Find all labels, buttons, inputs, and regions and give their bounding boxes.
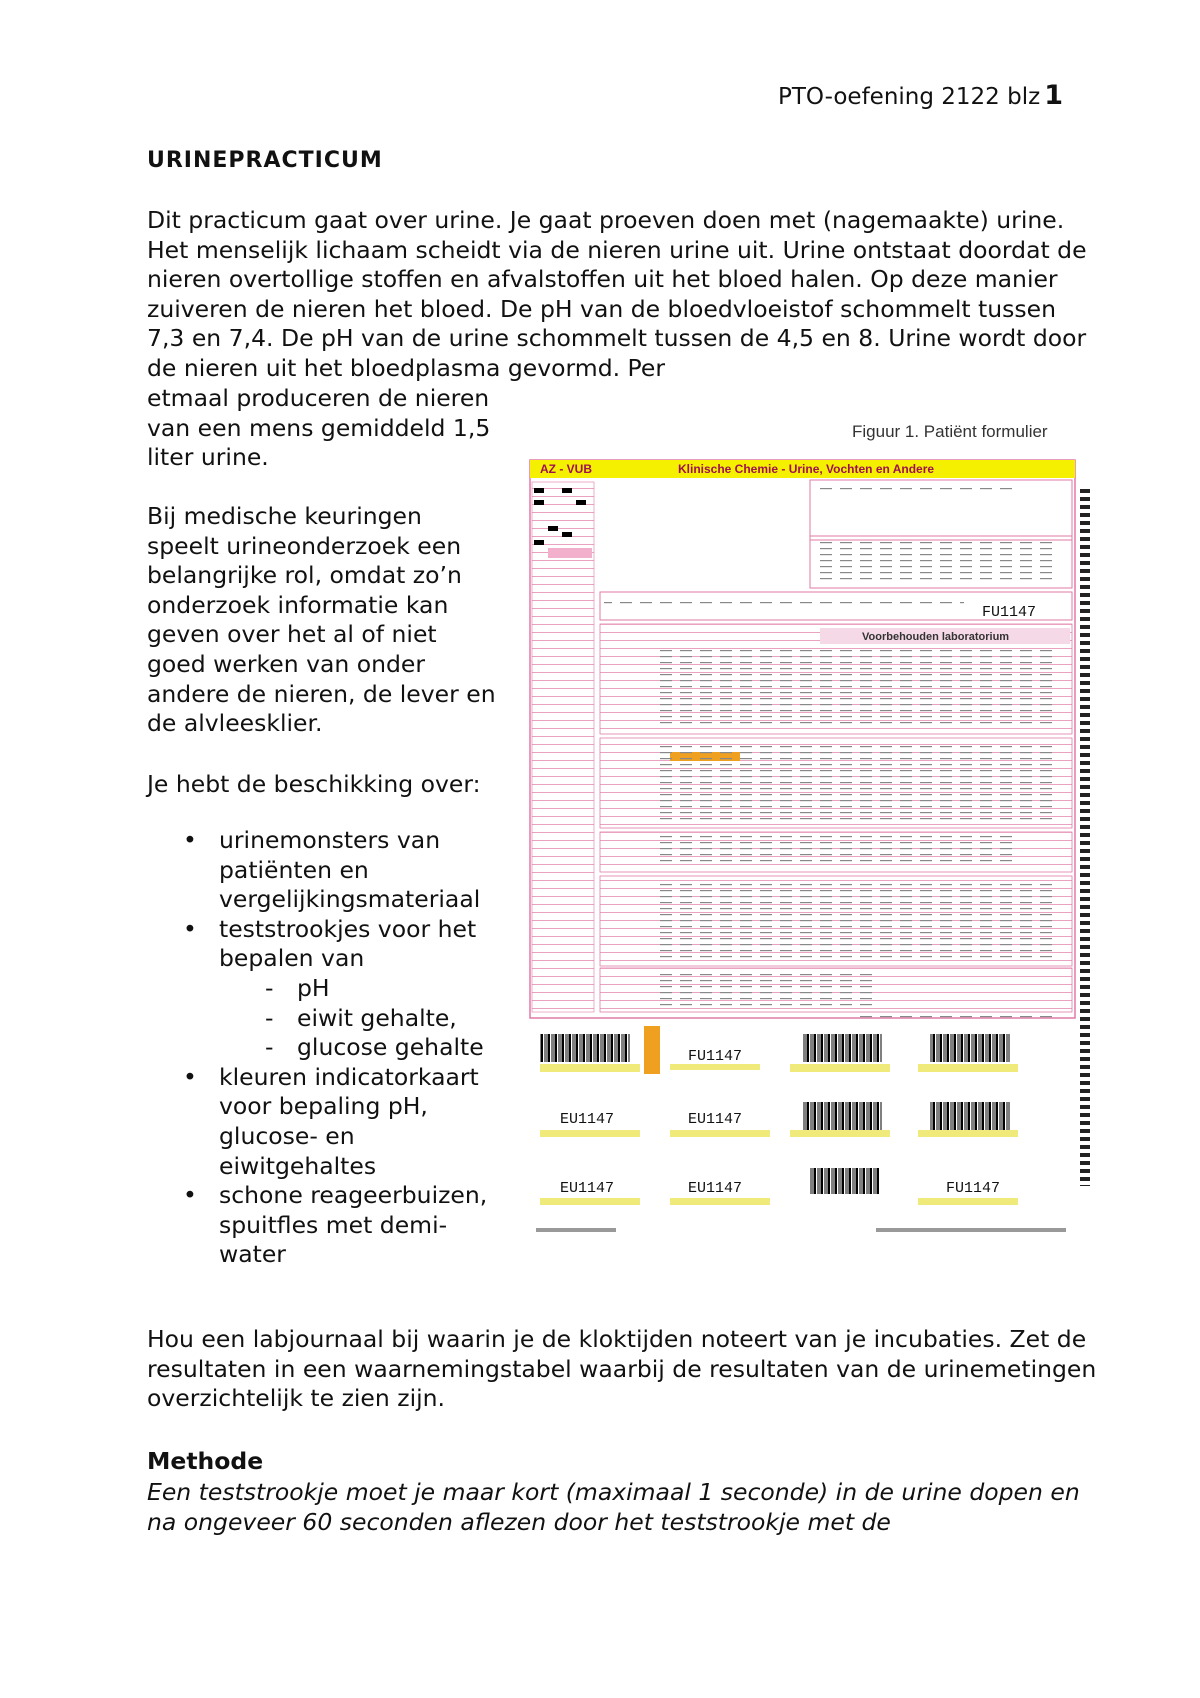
figure-caption: Figuur 1. Patiënt formulier	[852, 422, 1048, 441]
materials-intro: Je hebt de beschikking over:	[147, 770, 481, 798]
barcode-icon	[802, 1102, 882, 1130]
intro-paragraph: Dit practicum gaat over urine. Je gaat proeven doen met (nagemaakte) urine. Het menselijk lichaam scheidt via de nieren urine uit. Urine ontstaat doordat de nieren overtollige stoffen en afvalstoffen uit het bloed halen. Op deze manier zuiveren de nieren het bloed. De pH van de bloedvloeistof schommelt tussen 7,3 en 7,4. De pH van de urine schommelt tussen de 4,5 en 8. Urine wordt door de nieren uit het bloedplasma gevormd. Per	[147, 206, 1087, 382]
label-code: EU1147	[560, 1180, 615, 1197]
label-row-2	[540, 1102, 1018, 1137]
reserved-label: Voorbehouden laboratorium	[862, 631, 1010, 643]
list-item: • teststrookjes voor het bepalen van - pH - eiwit gehalte, - glucose gehalte	[147, 915, 507, 1063]
form-title: Klinische Chemie - Urine, Vochten en Andere	[678, 462, 935, 476]
document-title: URINEPRACTICUM	[147, 148, 383, 173]
form-left-column	[532, 482, 594, 1012]
barcode-icon	[810, 1168, 880, 1194]
list-item: • urinemonsters van patiënten en vergelijkingsmateriaal	[147, 826, 507, 915]
label-code: EU1147	[688, 1180, 743, 1197]
patient-form-figure	[520, 456, 1090, 1271]
label-code: EU1147	[688, 1111, 743, 1128]
method-heading: Methode	[147, 1447, 264, 1475]
page-header	[778, 80, 1063, 111]
intro-paragraph-continued: etmaal produceren de nieren van een mens gemiddeld 1,5 liter urine.	[147, 384, 491, 472]
keuringen-paragraph: Bij medische keuringen speelt urineonderzoek een belangrijke rol, omdat zo’n onderzoek informatie kan geven over het al of niet goed werken van onder andere de nieren, de lever en de alvleesklier.	[147, 502, 496, 738]
form-tick-marks	[1080, 486, 1090, 1186]
header-text: PTO-oefening 2122 blz	[777, 84, 1041, 110]
label-code: FU1147	[946, 1180, 1001, 1197]
barcode-icon	[802, 1034, 882, 1062]
form-code: FU1147	[982, 604, 1037, 621]
method-text: Een teststrookje moet je maar kort (maximaal 1 seconde) in de urine dopen en na ongeveer 60 seconden aflezen door het teststrookje met de	[147, 1478, 1080, 1536]
materials-list	[147, 826, 507, 1270]
sub-list-item: - glucose gehalte	[219, 1033, 507, 1063]
list-item: • schone reageerbuizen, spuitfles met demi-water	[147, 1181, 507, 1270]
form-left-title: AZ - VUB	[540, 462, 592, 476]
sub-list-item: - eiwit gehalte,	[219, 1004, 507, 1034]
label-code: EU1147	[560, 1111, 615, 1128]
label-row-3	[540, 1168, 1018, 1205]
label-code: FU1147	[688, 1048, 743, 1065]
barcode-icon	[930, 1034, 1010, 1062]
page-number: 1	[1044, 80, 1063, 111]
barcode-icon	[930, 1102, 1010, 1130]
list-item: • kleuren indicatorkaart voor bepaling pH, glucose- en eiwitgehaltes	[147, 1063, 507, 1181]
sub-list	[219, 974, 507, 1063]
sub-list-item: - pH	[219, 974, 507, 1004]
label-row-1	[540, 1026, 1018, 1074]
labjournal-paragraph: Hou een labjournaal bij waarin je de kloktijden noteert van je incubaties. Zet de resultaten in een waarnemingstabel waarbij de resultaten van de urinemetingen overzichtelijk te zien zijn.	[147, 1325, 1097, 1413]
barcode-icon	[540, 1034, 630, 1062]
